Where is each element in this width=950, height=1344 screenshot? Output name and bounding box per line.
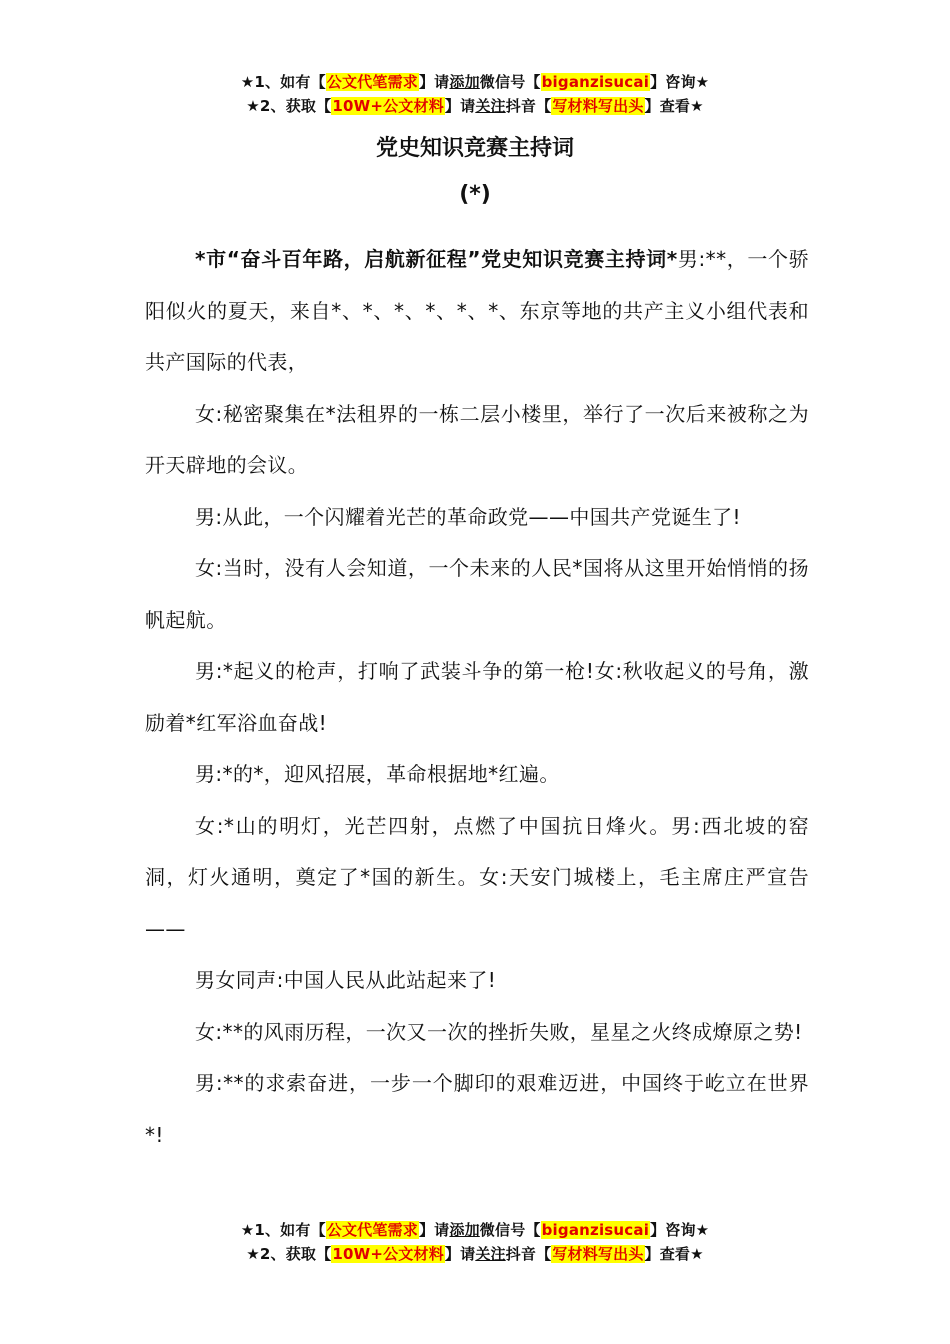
promo-highlight-douyin: 写材料写出头: [552, 1245, 644, 1263]
body-paragraph: 男:*起义的枪声，打响了武装斗争的第一枪!女:秋收起义的号角，激励着*红军浴血奋战!: [145, 659, 809, 735]
promo-banner-bottom: [0, 1218, 950, 1266]
body-paragraph: 男女同声:中国人民从此站起来了!: [195, 968, 497, 992]
promo-text: 】咨询★: [650, 73, 710, 91]
intro-heading: *市“奋斗百年路，启航新征程”党史知识竞赛主持词*: [195, 247, 678, 271]
promo-text: 】查看★: [644, 1245, 704, 1263]
promo-text: 抖音【: [505, 97, 552, 115]
promo-underlined: 关注: [475, 97, 506, 115]
body-paragraph: 女:当时，没有人会知道，一个未来的人民*国将从这里开始悄悄的扬帆起航。: [145, 556, 809, 632]
promo-text: ★2、获取【: [246, 1245, 332, 1263]
promo-line-1: [0, 70, 950, 94]
promo-line-1: [0, 1218, 950, 1242]
promo-underlined: 添加: [449, 73, 480, 91]
promo-text: ★2、获取【: [246, 97, 332, 115]
body-paragraph: 女:**的风雨历程，一次又一次的挫折失败，星星之火终成燎原之势!: [195, 1019, 803, 1044]
promo-text: ★1、如有【: [240, 1221, 326, 1239]
intro-text: 男:**，一个骄阳似火的夏天，来自*、*、*、*、*、*、东京等地的共产主义小组代表和共产国际的代表，: [145, 247, 809, 374]
body-paragraph: 男:*的*，迎风招展，革命根据地*红遍。: [195, 762, 560, 786]
promo-text: 】请: [444, 97, 476, 115]
promo-highlight: 10W+公文材料: [332, 1245, 444, 1263]
promo-text: 】咨询★: [650, 1221, 710, 1239]
promo-highlight-wechat-id: biganzisucai: [541, 1221, 650, 1239]
document-subtitle: (*): [459, 182, 491, 207]
promo-underlined: 关注: [475, 1245, 506, 1263]
document-body: [145, 234, 809, 1161]
promo-text: ★1、如有【: [240, 73, 326, 91]
promo-text: 】请: [444, 1245, 476, 1263]
promo-highlight-wechat-id: biganzisucai: [541, 73, 650, 91]
promo-text: 】请: [418, 1221, 450, 1239]
intro-paragraph: [145, 234, 809, 389]
promo-line-2: [0, 1242, 950, 1266]
promo-highlight: 公文代笔需求: [326, 1221, 418, 1239]
promo-banner-top: [0, 70, 950, 118]
promo-underlined: 添加: [449, 1221, 480, 1239]
promo-text: 微信号【: [479, 73, 541, 91]
promo-text: 抖音【: [505, 1245, 552, 1263]
promo-text: 】查看★: [644, 97, 704, 115]
body-paragraph: 女:秘密聚集在*法租界的一栋二层小楼里，举行了一次后来被称之为开天辟地的会议。: [145, 401, 809, 477]
promo-highlight-douyin: 写材料写出头: [552, 97, 644, 115]
body-paragraph: 女:*山的明灯，光芒四射，点燃了中国抗日烽火。男:西北坡的窑洞，灯火通明，奠定了*国的新生。女:天安门城楼上，毛主席庄严宣告——: [145, 813, 809, 941]
body-paragraph: 男:**的求索奋进，一步一个脚印的艰难迈进，中国终于屹立在世界*!: [145, 1071, 809, 1147]
promo-text: 】请: [418, 73, 450, 91]
body-paragraph: 男:从此，一个闪耀着光芒的革命政党——中国共产党诞生了!: [195, 504, 741, 529]
promo-highlight: 10W+公文材料: [332, 97, 444, 115]
document-title: 党史知识竞赛主持词: [375, 136, 574, 161]
promo-line-2: [0, 94, 950, 118]
promo-text: 微信号【: [479, 1221, 541, 1239]
promo-highlight: 公文代笔需求: [326, 73, 418, 91]
